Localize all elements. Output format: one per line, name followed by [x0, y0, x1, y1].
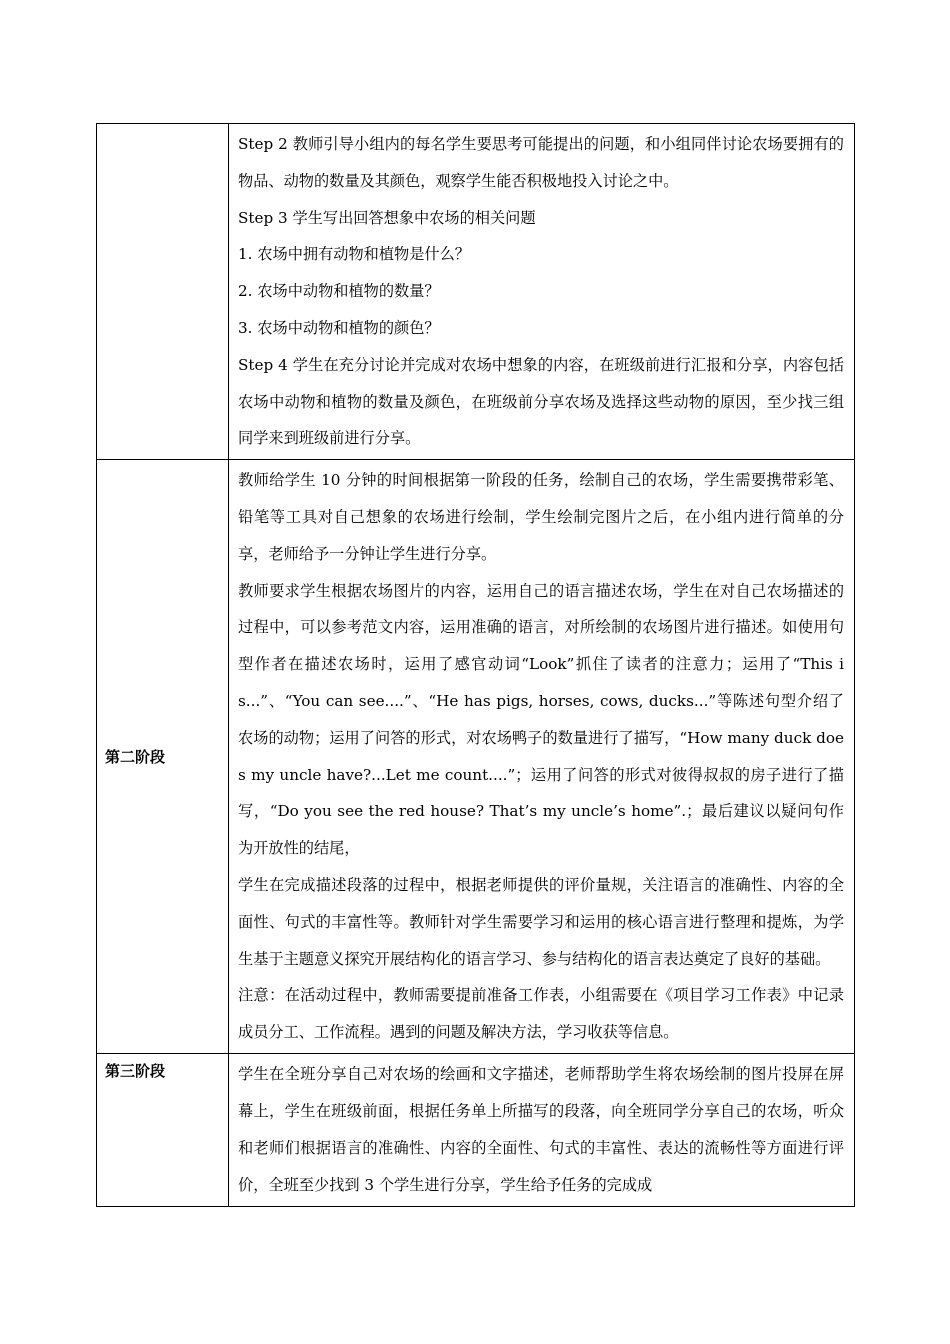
stage-content: [229, 460, 855, 1054]
stage-content: [229, 1053, 855, 1206]
content-paragraph: 1. 农场中拥有动物和植物是什么？: [238, 245, 470, 264]
content-paragraph: 学生在全班分享自己对农场的绘画和文字描述，老师帮助学生将农场绘制的图片投屏在屏幕上，学生在班级前面，根据任务单上所描写的段落，向全班同学分享自己的农场，听众和老师们根据语言的准确性、内容的全面性、句式的丰富性、表达的流畅性等方面进行评价，全班至少找到 3 个学生进行分享，学生给予任务的完成成: [238, 1064, 844, 1194]
stage-label: 第三阶段: [97, 1053, 229, 1206]
table-row: [97, 460, 855, 1054]
content-paragraph: 3. 农场中动物和植物的颜色？: [238, 318, 440, 337]
content-paragraph: 教师要求学生根据农场图片的内容，运用自己的语言描述农场，学生在对自己农场描述的过程中，可以参考范文内容，运用准确的语言，对所绘制的农场图片进行描述。如使用句型作者在描述农场时，运用了感官动词“Look”抓住了读者的注意力；运用了“This is...”、“You can see....”、“He has pigs, horses, cows, ducks...”等陈述句型介绍了农场的动物；运用了问答的形式，对农场鸭子的数量进行了描写，“How many duck does my uncle have?...Let me count....”；运用了问答的形式对彼得叔叔的房子进行了描写，“Do you see the red house? That’s my uncle’s home”.；最后建议以疑问句作为开放性的结尾，: [238, 581, 844, 858]
lesson-plan-table: [96, 123, 855, 1207]
stage-label: 第二阶段: [97, 460, 229, 1054]
table-row: [97, 124, 855, 460]
content-paragraph: 注意：在活动过程中，教师需要提前准备工作表，小组需要在《项目学习工作表》中记录成员分工、工作流程。遇到的问题及解决方法，学习收获等信息。: [238, 986, 844, 1042]
content-paragraph: 教师给学生 10 分钟的时间根据第一阶段的任务，绘制自己的农场，学生需要携带彩笔、铅笔等工具对自己想象的农场进行绘制，学生绘制完图片之后，在小组内进行简单的分享，老师给予一分钟让学生进行分享。: [238, 471, 844, 563]
content-paragraph: Step 2 教师引导小组内的每名学生要思考可能提出的问题，和小组同伴讨论农场要拥有的物品、动物的数量及其颜色，观察学生能否积极地投入讨论之中。: [238, 135, 844, 190]
content-paragraph: Step 3 学生写出回答想象中农场的相关问题: [238, 208, 536, 227]
content-paragraph: Step 4 学生在充分讨论并完成对农场中想象的内容，在班级前进行汇报和分享，内容包括农场中动物和植物的数量及颜色，在班级前分享农场及选择这些动物的原因，至少找三组同学来到班级前进行分享。: [238, 355, 844, 448]
table-row: [97, 1053, 855, 1206]
stage-content: [229, 124, 855, 460]
stage-label: [97, 124, 229, 460]
content-paragraph: 学生在完成描述段落的过程中，根据老师提供的评价量规，关注语言的准确性、内容的全面性、句式的丰富性等。教师针对学生需要学习和运用的核心语言进行整理和提炼，为学生基于主题意义探究开展结构化的语言学习、参与结构化的语言表达奠定了良好的基础。: [238, 875, 844, 968]
content-paragraph: 2. 农场中动物和植物的数量？: [238, 282, 440, 301]
